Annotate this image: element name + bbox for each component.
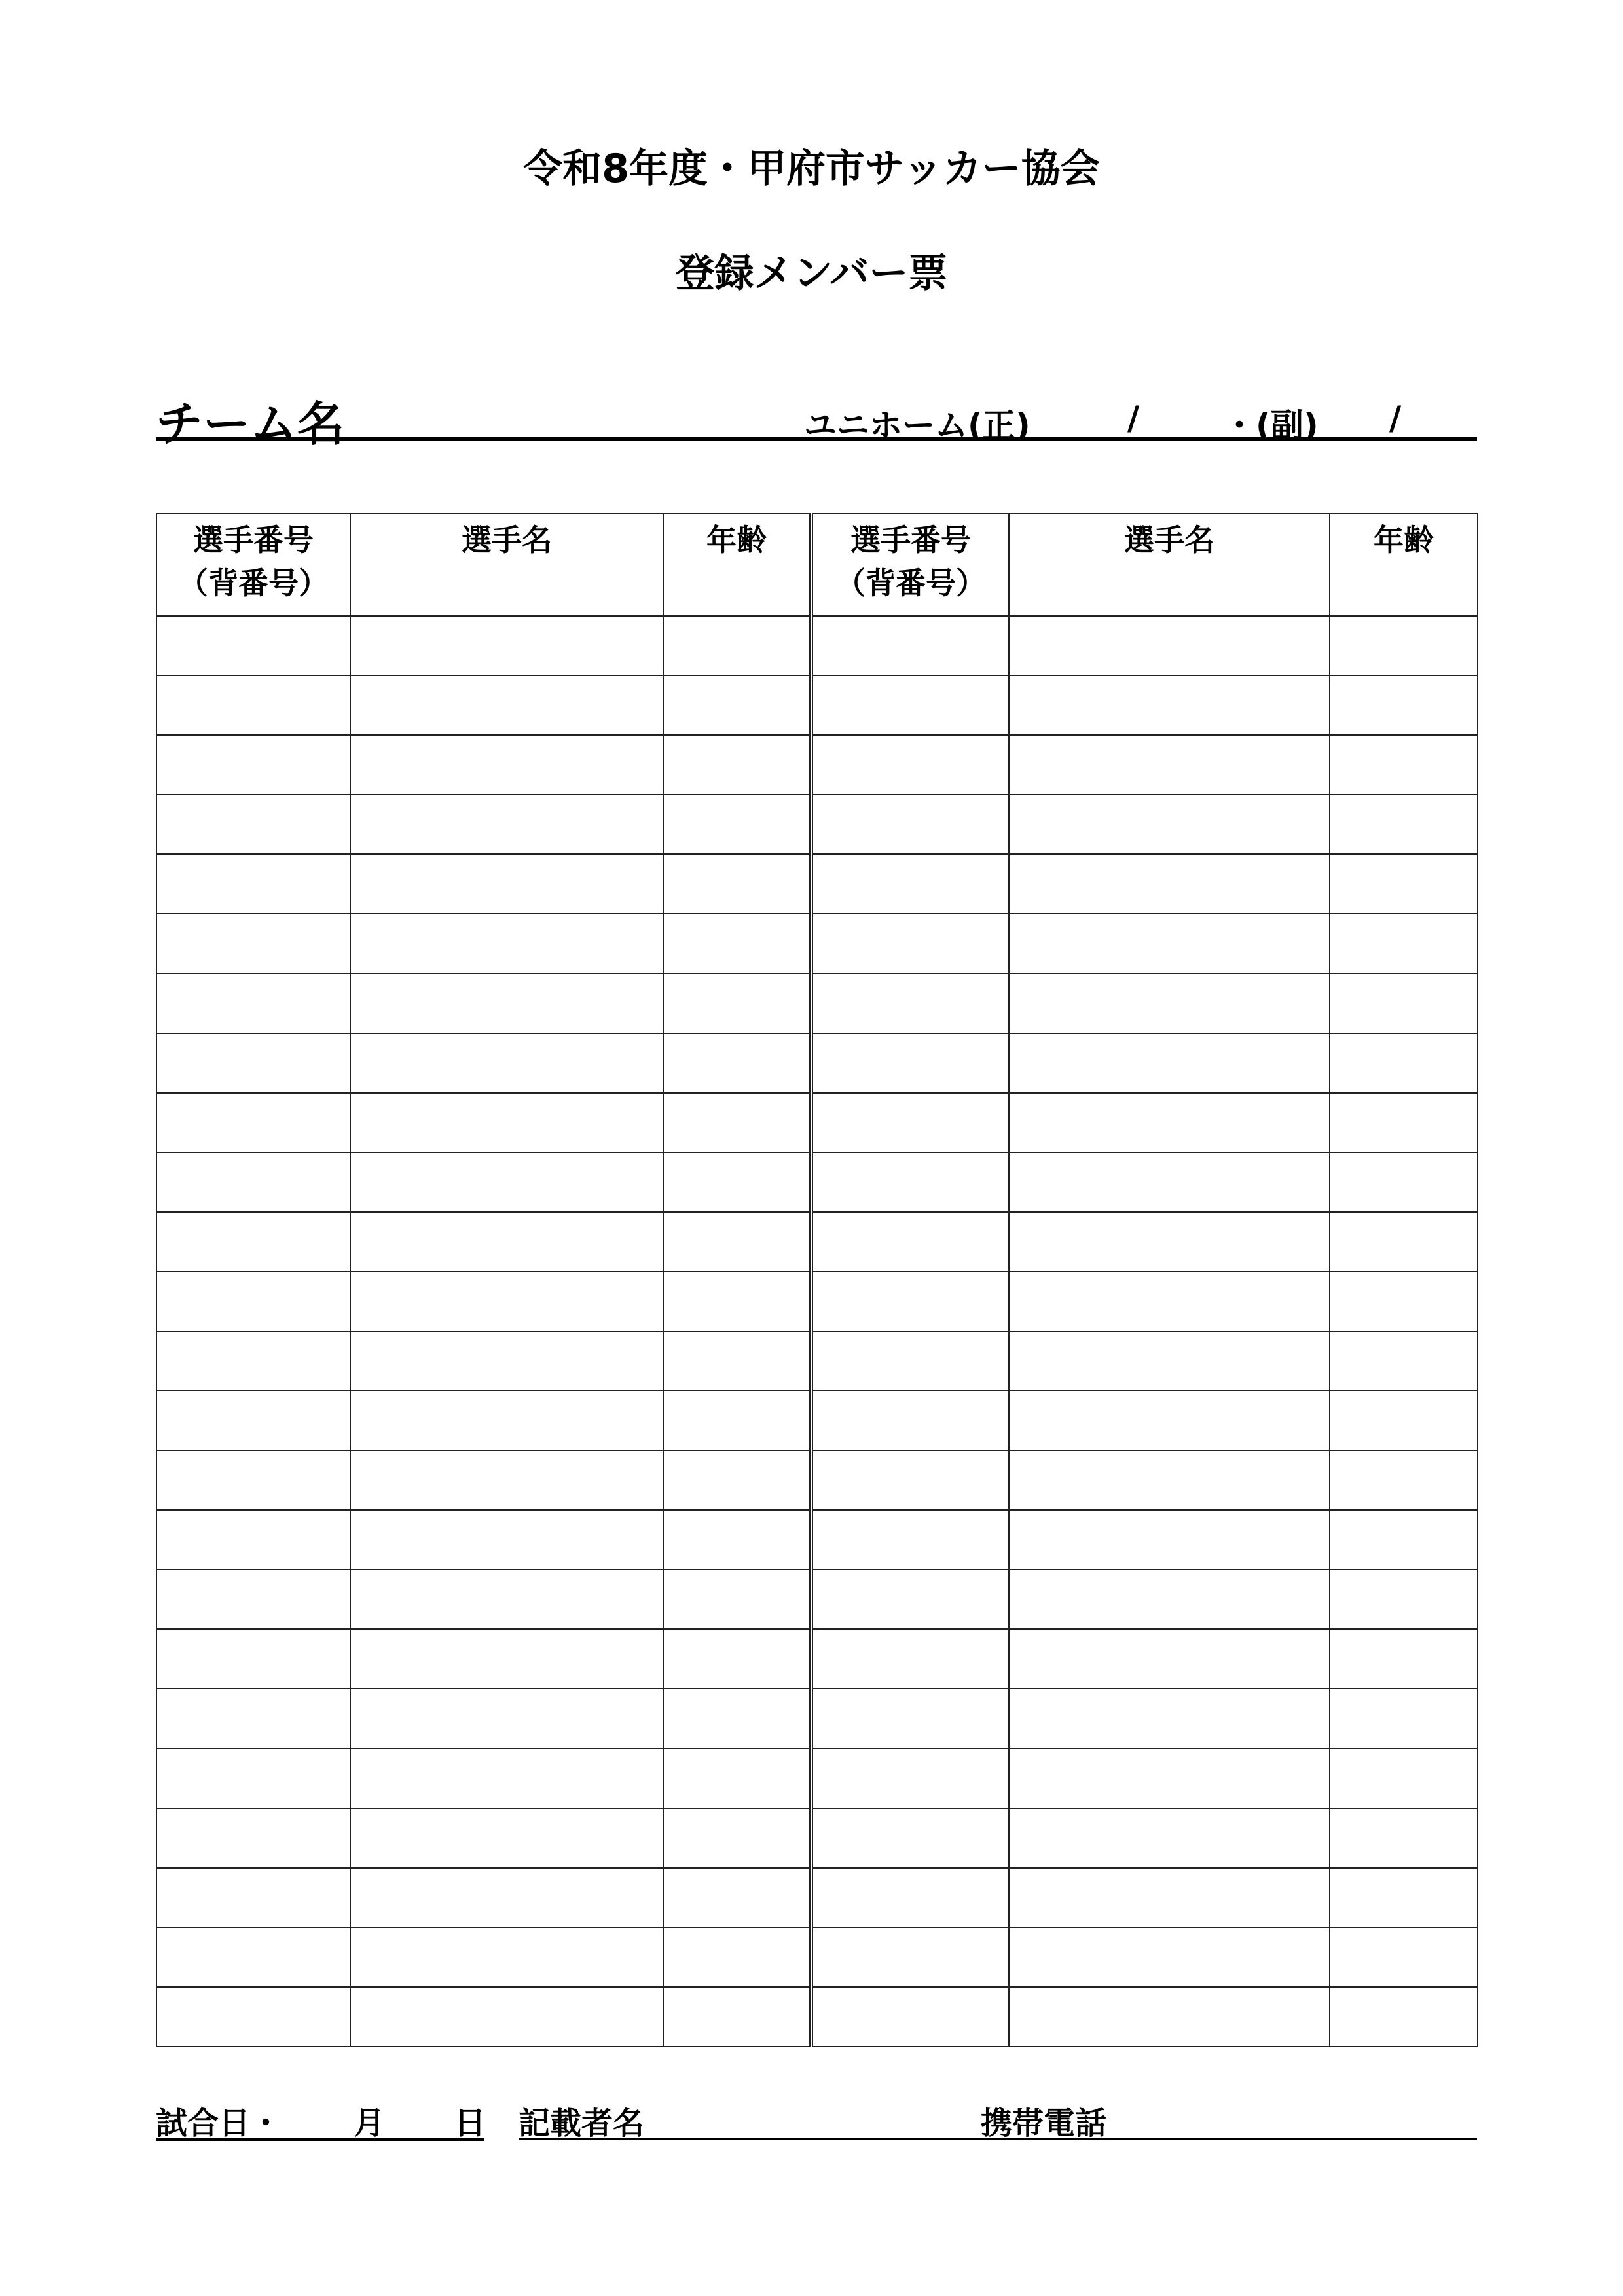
col-header-line2: （背番号） bbox=[835, 565, 986, 601]
name-cell[interactable] bbox=[350, 1510, 663, 1570]
table-row bbox=[156, 1272, 1478, 1331]
number-cell[interactable] bbox=[811, 854, 1009, 914]
age-cell[interactable] bbox=[663, 1153, 811, 1212]
name-cell[interactable] bbox=[350, 1093, 663, 1153]
age-cell[interactable] bbox=[1330, 914, 1478, 973]
age-cell[interactable] bbox=[1330, 1570, 1478, 1629]
col-header-line1: 選手名 bbox=[462, 522, 552, 558]
age-cell[interactable] bbox=[1330, 675, 1478, 735]
name-cell[interactable] bbox=[350, 1748, 663, 1808]
name-cell[interactable] bbox=[1009, 1331, 1330, 1391]
number-cell[interactable] bbox=[156, 1510, 350, 1570]
table-row bbox=[156, 1510, 1478, 1570]
col-header-line1: 年齢 bbox=[1374, 522, 1434, 558]
name-cell[interactable] bbox=[1009, 854, 1330, 914]
name-cell[interactable] bbox=[1009, 1868, 1330, 1928]
table-row bbox=[156, 1570, 1478, 1629]
table-row bbox=[156, 1928, 1478, 1987]
name-cell[interactable] bbox=[1009, 1510, 1330, 1570]
number-cell[interactable] bbox=[156, 1629, 350, 1689]
number-cell[interactable] bbox=[811, 1987, 1009, 2047]
number-cell[interactable] bbox=[811, 675, 1009, 735]
number-cell[interactable] bbox=[156, 1928, 350, 1987]
match-date-label: 試合日・ bbox=[156, 2105, 282, 2142]
day-label: 日 bbox=[454, 2105, 486, 2142]
number-cell[interactable] bbox=[156, 1212, 350, 1272]
number-cell[interactable] bbox=[811, 1331, 1009, 1391]
table-row bbox=[156, 1868, 1478, 1928]
name-cell[interactable] bbox=[1009, 616, 1330, 675]
age-cell[interactable] bbox=[1330, 1689, 1478, 1748]
col-header-line2: （背番号） bbox=[178, 565, 329, 601]
table-row bbox=[156, 914, 1478, 973]
name-cell[interactable] bbox=[350, 795, 663, 854]
number-cell[interactable] bbox=[156, 1272, 350, 1331]
table-row bbox=[156, 1212, 1478, 1272]
number-cell[interactable] bbox=[156, 1153, 350, 1212]
age-cell[interactable] bbox=[663, 1510, 811, 1570]
number-cell[interactable] bbox=[811, 1570, 1009, 1629]
name-cell[interactable] bbox=[350, 1033, 663, 1093]
number-cell[interactable] bbox=[811, 1033, 1009, 1093]
age-cell[interactable] bbox=[663, 1987, 811, 2047]
name-cell[interactable] bbox=[1009, 914, 1330, 973]
col-header-number-right bbox=[811, 514, 1009, 616]
number-cell[interactable] bbox=[156, 1033, 350, 1093]
name-cell[interactable] bbox=[350, 1987, 663, 2047]
roster-table bbox=[156, 513, 1478, 2047]
name-cell[interactable] bbox=[350, 1868, 663, 1928]
col-header-line1: 選手番号 bbox=[193, 522, 314, 558]
age-cell[interactable] bbox=[1330, 1272, 1478, 1331]
age-cell[interactable] bbox=[1330, 854, 1478, 914]
number-cell[interactable] bbox=[811, 1450, 1009, 1510]
number-cell[interactable] bbox=[811, 1212, 1009, 1272]
age-cell[interactable] bbox=[1330, 1391, 1478, 1450]
uniform-slash-1: / bbox=[1127, 399, 1140, 437]
name-cell[interactable] bbox=[350, 914, 663, 973]
name-cell[interactable] bbox=[350, 1450, 663, 1510]
name-cell[interactable] bbox=[350, 1570, 663, 1629]
name-cell[interactable] bbox=[350, 675, 663, 735]
name-cell[interactable] bbox=[1009, 1928, 1330, 1987]
age-cell[interactable] bbox=[663, 1629, 811, 1689]
number-cell[interactable] bbox=[811, 1629, 1009, 1689]
name-cell[interactable] bbox=[1009, 1689, 1330, 1748]
number-cell[interactable] bbox=[156, 795, 350, 854]
uniform-primary-label: ユニホーム(正) bbox=[804, 406, 1030, 444]
number-cell[interactable] bbox=[811, 1272, 1009, 1331]
age-cell[interactable] bbox=[1330, 795, 1478, 854]
name-cell[interactable] bbox=[1009, 1570, 1330, 1629]
name-cell[interactable] bbox=[1009, 1808, 1330, 1868]
number-cell[interactable] bbox=[811, 735, 1009, 795]
age-cell[interactable] bbox=[1330, 1212, 1478, 1272]
age-cell[interactable] bbox=[663, 1748, 811, 1808]
name-cell[interactable] bbox=[350, 1272, 663, 1331]
number-cell[interactable] bbox=[811, 616, 1009, 675]
number-cell[interactable] bbox=[156, 973, 350, 1033]
name-cell[interactable] bbox=[1009, 1272, 1330, 1331]
number-cell[interactable] bbox=[156, 1450, 350, 1510]
number-cell[interactable] bbox=[156, 1331, 350, 1391]
table-row bbox=[156, 1391, 1478, 1450]
name-cell[interactable] bbox=[350, 735, 663, 795]
name-cell[interactable] bbox=[350, 854, 663, 914]
age-cell[interactable] bbox=[1330, 1033, 1478, 1093]
number-cell[interactable] bbox=[811, 1689, 1009, 1748]
table-row bbox=[156, 735, 1478, 795]
number-cell[interactable] bbox=[811, 1391, 1009, 1450]
team-name-label: チーム名 bbox=[156, 397, 345, 452]
col-header-line1: 選手名 bbox=[1124, 522, 1214, 558]
table-row bbox=[156, 795, 1478, 854]
name-cell[interactable] bbox=[1009, 1748, 1330, 1808]
age-cell[interactable] bbox=[1330, 1987, 1478, 2047]
table-row bbox=[156, 1331, 1478, 1391]
age-cell[interactable] bbox=[663, 735, 811, 795]
number-cell[interactable] bbox=[811, 1153, 1009, 1212]
number-cell[interactable] bbox=[156, 1987, 350, 2047]
col-header-age-left bbox=[663, 514, 811, 616]
table-row bbox=[156, 1153, 1478, 1212]
age-cell[interactable] bbox=[663, 914, 811, 973]
number-cell[interactable] bbox=[156, 914, 350, 973]
document-subtitle: 登録メンバー票 bbox=[675, 251, 948, 296]
age-cell[interactable] bbox=[663, 854, 811, 914]
name-cell[interactable] bbox=[1009, 795, 1330, 854]
table-row bbox=[156, 1629, 1478, 1689]
name-cell[interactable] bbox=[1009, 973, 1330, 1033]
age-cell[interactable] bbox=[663, 795, 811, 854]
uniform-slash-2: / bbox=[1389, 399, 1402, 437]
name-cell[interactable] bbox=[350, 1391, 663, 1450]
age-cell[interactable] bbox=[663, 1272, 811, 1331]
col-header-line1: 年齢 bbox=[706, 522, 767, 558]
number-cell[interactable] bbox=[811, 1928, 1009, 1987]
month-label: 月 bbox=[354, 2105, 386, 2142]
table-row bbox=[156, 973, 1478, 1033]
number-cell[interactable] bbox=[811, 973, 1009, 1033]
number-cell[interactable] bbox=[156, 1391, 350, 1450]
table-row bbox=[156, 1093, 1478, 1153]
number-cell[interactable] bbox=[156, 735, 350, 795]
roster-header-row bbox=[156, 514, 1478, 616]
number-cell[interactable] bbox=[811, 795, 1009, 854]
age-cell[interactable] bbox=[663, 675, 811, 735]
age-cell[interactable] bbox=[1330, 1450, 1478, 1510]
name-cell[interactable] bbox=[350, 1331, 663, 1391]
name-cell[interactable] bbox=[350, 1928, 663, 1987]
name-cell[interactable] bbox=[1009, 1212, 1330, 1272]
name-cell[interactable] bbox=[350, 1153, 663, 1212]
mobile-phone-label: 携帯電話 bbox=[981, 2105, 1107, 2142]
name-cell[interactable] bbox=[350, 616, 663, 675]
match-date-field-line[interactable] bbox=[156, 2138, 484, 2141]
table-row bbox=[156, 1987, 1478, 2047]
number-cell[interactable] bbox=[156, 1689, 350, 1748]
table-row bbox=[156, 616, 1478, 675]
recorder-name-label: 記載者名 bbox=[519, 2105, 645, 2142]
age-cell[interactable] bbox=[1330, 1153, 1478, 1212]
age-cell[interactable] bbox=[1330, 735, 1478, 795]
age-cell[interactable] bbox=[663, 1212, 811, 1272]
age-cell[interactable] bbox=[1330, 1331, 1478, 1391]
col-header-name-left bbox=[350, 514, 663, 616]
number-cell[interactable] bbox=[156, 854, 350, 914]
team-name-field-line[interactable] bbox=[156, 437, 1477, 441]
number-cell[interactable] bbox=[156, 1570, 350, 1629]
number-cell[interactable] bbox=[156, 616, 350, 675]
table-row bbox=[156, 1808, 1478, 1868]
age-cell[interactable] bbox=[663, 1093, 811, 1153]
age-cell[interactable] bbox=[1330, 1808, 1478, 1868]
age-cell[interactable] bbox=[1330, 1093, 1478, 1153]
age-cell[interactable] bbox=[1330, 1629, 1478, 1689]
table-row bbox=[156, 1748, 1478, 1808]
document-title: 令和8年度・甲府市サッカー協会 bbox=[523, 146, 1100, 192]
col-header-age-right bbox=[1330, 514, 1478, 616]
age-cell[interactable] bbox=[663, 1928, 811, 1987]
age-cell[interactable] bbox=[1330, 616, 1478, 675]
age-cell[interactable] bbox=[663, 973, 811, 1033]
name-cell[interactable] bbox=[1009, 1450, 1330, 1510]
age-cell[interactable] bbox=[663, 1570, 811, 1629]
table-row bbox=[156, 1033, 1478, 1093]
number-cell[interactable] bbox=[156, 1868, 350, 1928]
name-cell[interactable] bbox=[1009, 1153, 1330, 1212]
name-cell[interactable] bbox=[1009, 1033, 1330, 1093]
name-cell[interactable] bbox=[1009, 735, 1330, 795]
name-cell[interactable] bbox=[350, 1629, 663, 1689]
col-header-line1: 選手番号 bbox=[850, 522, 971, 558]
number-cell[interactable] bbox=[811, 1748, 1009, 1808]
age-cell[interactable] bbox=[1330, 1928, 1478, 1987]
age-cell[interactable] bbox=[663, 1689, 811, 1748]
age-cell[interactable] bbox=[663, 1868, 811, 1928]
name-cell[interactable] bbox=[1009, 1987, 1330, 2047]
name-cell[interactable] bbox=[350, 973, 663, 1033]
name-cell[interactable] bbox=[1009, 1093, 1330, 1153]
number-cell[interactable] bbox=[811, 1093, 1009, 1153]
age-cell[interactable] bbox=[663, 1808, 811, 1868]
age-cell[interactable] bbox=[1330, 1868, 1478, 1928]
name-cell[interactable] bbox=[1009, 675, 1330, 735]
name-cell[interactable] bbox=[1009, 1629, 1330, 1689]
number-cell[interactable] bbox=[156, 675, 350, 735]
age-cell[interactable] bbox=[1330, 1748, 1478, 1808]
col-header-name-right bbox=[1009, 514, 1330, 616]
table-row bbox=[156, 675, 1478, 735]
col-header-number-left bbox=[156, 514, 350, 616]
number-cell[interactable] bbox=[156, 1808, 350, 1868]
table-row bbox=[156, 1450, 1478, 1510]
age-cell[interactable] bbox=[663, 1450, 811, 1510]
number-cell[interactable] bbox=[811, 1868, 1009, 1928]
age-cell[interactable] bbox=[663, 616, 811, 675]
age-cell[interactable] bbox=[663, 1033, 811, 1093]
recorder-phone-field-line[interactable] bbox=[519, 2138, 1477, 2140]
age-cell[interactable] bbox=[663, 1391, 811, 1450]
number-cell[interactable] bbox=[811, 914, 1009, 973]
age-cell[interactable] bbox=[1330, 973, 1478, 1033]
number-cell[interactable] bbox=[811, 1808, 1009, 1868]
age-cell[interactable] bbox=[1330, 1510, 1478, 1570]
table-row bbox=[156, 1689, 1478, 1748]
name-cell[interactable] bbox=[350, 1808, 663, 1868]
name-cell[interactable] bbox=[350, 1212, 663, 1272]
number-cell[interactable] bbox=[156, 1093, 350, 1153]
table-row bbox=[156, 854, 1478, 914]
name-cell[interactable] bbox=[1009, 1391, 1330, 1450]
number-cell[interactable] bbox=[156, 1748, 350, 1808]
name-cell[interactable] bbox=[350, 1689, 663, 1748]
uniform-secondary-label: ・(副) bbox=[1223, 406, 1319, 444]
age-cell[interactable] bbox=[663, 1331, 811, 1391]
number-cell[interactable] bbox=[811, 1510, 1009, 1570]
